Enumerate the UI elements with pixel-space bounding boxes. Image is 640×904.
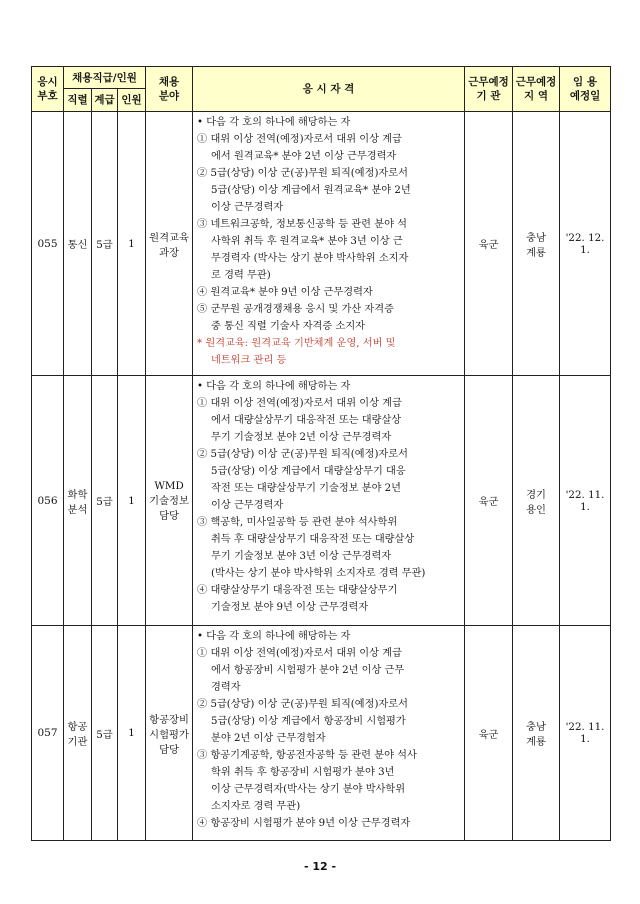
row-grade: 5급 [92,112,118,376]
row-area: 원격교육 과장 [146,112,193,376]
row-no: 056 [32,376,64,626]
header-position-group: 채용직급/인원 [64,67,146,89]
recruitment-table [31,66,611,841]
row-count: 1 [118,626,146,841]
header-area: 채용 분야 [146,67,193,112]
header-count: 인원 [118,89,146,112]
header-no: 응시 부호 [32,67,64,112]
page-number: - 12 - [303,860,337,873]
row-field: 항공 기관 [64,626,92,841]
row-count: 1 [118,376,146,626]
header-grade: 계급 [92,89,118,112]
header-date: 임 용 예정일 [560,67,611,112]
row-location: 충남 계룡 [513,112,560,376]
row-location: 충남 계룡 [513,626,560,841]
row-org: 육군 [465,626,513,841]
note-text: * 원격교육: 원격교육 기반체계 운영, 서버 및 [197,338,396,349]
row-location: 경기 용인 [513,376,560,626]
row-grade: 5급 [92,376,118,626]
row-org: 육군 [465,376,513,626]
row-count: 1 [118,112,146,376]
row-org: 육군 [465,112,513,376]
header-row-top [32,67,611,89]
row-grade: 5급 [92,626,118,841]
header-org: 근무예정 기 관 [465,67,513,112]
row-no: 057 [32,626,64,841]
header-field: 직렬 [64,89,92,112]
row-date: '22. 11. 1. [560,376,611,626]
table-row [32,626,611,841]
row-area: WMD 기술정보 담당 [146,376,193,626]
row-date: '22. 12. 1. [560,112,611,376]
header-location: 근무예정 지 역 [513,67,560,112]
row-date: '22. 11. 1. [560,626,611,841]
row-no: 055 [32,112,64,376]
row-qualification: • 다음 각 호의 하나에 해당하는 자 ① 대위 이상 전역(예정)자로서 대위 이상 계급 에서 대량살상무기 대응작전 또는 대량살상 무기 기술정보 분야 2년 이상 근무경력자 ② 5급(상당) 이상 군(공)무원 퇴직(예정)자로서 5급(상당) 이상 계급에서 대량살상무기 대응 작전 또는 대량살상무기 기술정보 분야 2년 이상 근무경력자 ③ 핵공학, 미사일공학 등 관련 분야 석사학위 취득 후 대량살상무기 대응작전 또는 대량살상 무기 기술정보 분야 3년 이상 근무경력자 (박사는 상기 분야 박사학위 소지자로 경력 무관) ④ 대량살상무기 대응작전 또는 대량살상무기 기술정보 분야 9년 이상 근무경력자 [193,376,465,626]
note-text: 네트워크 관리 등 [211,355,287,366]
row-area: 항공장비 시험평가 담당 [146,626,193,841]
header-qualification: 응 시 자 격 [193,67,465,112]
table-row [32,112,611,376]
row-qualification: • 다음 각 호의 하나에 해당하는 자 ① 대위 이상 전역(예정)자로서 대위 이상 계급 에서 원격교육* 분야 2년 이상 근무경력자 ② 5급(상당) 이상 군(공)무원 퇴직(예정)자로서 5급(상당) 이상 계급에서 원격교육* 분야 2년 이상 근무경력자 ③ 네트워크공학, 정보통신공학 등 관련 분야 석 사학위 취득 후 원격교육* 분야 3년 이상 근 무경력자 (박사는 상기 분야 박사학위 소지자 로 경력 무관) ④ 원격교육* 분야 9년 이상 근무경력자 ⑤ 군무원 공개경쟁채용 응시 및 가산 자격증 중 통신 직렬 기술사 자격증 소지자 * 원격교육: 원격교육 기반체계 운영, 서버 및 네트워크 관리 등 [193,112,465,376]
table-row [32,376,611,626]
row-field: 화학 분석 [64,376,92,626]
row-field: 통신 [64,112,92,376]
row-qualification: • 다음 각 호의 하나에 해당하는 자 ① 대위 이상 전역(예정)자로서 대위 이상 계급 에서 항공장비 시험평가 분야 2년 이상 근무 경력자 ② 5급(상당) 이상 군(공)무원 퇴직(예정)자로서 5급(상당) 이상 계급에서 항공장비 시험평가 분야 2년 이상 근무경험자 ③ 항공기계공학, 항공전자공학 등 관련 분야 석사 학위 취득 후 항공장비 시험평가 분야 3년 이상 근무경력자(박사는 상기 분야 박사학위 소지자로 경력 무관) ④ 항공장비 시험평가 분야 9년 이상 근무경력자 [193,626,465,841]
